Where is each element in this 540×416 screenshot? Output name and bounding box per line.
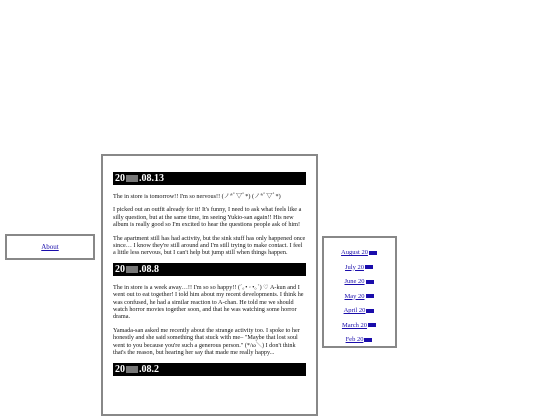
redaction-mark [364, 338, 372, 342]
redaction-mark [365, 265, 373, 269]
entry-date: 20 .08.13 [113, 172, 306, 185]
archive-sidebar [322, 236, 397, 348]
entry-paragraph: The in store is tomorrow!! I'm so nervous!! (ノ*ﾟ▽ﾟ*) (ノ*ﾟ▽ﾟ*) [113, 193, 281, 200]
about-link[interactable]: About [41, 243, 59, 251]
redaction-mark [368, 323, 376, 327]
redaction-mark [369, 251, 377, 255]
redaction-mark [366, 294, 374, 298]
entry-paragraph: The apartment still has had activity, but the sink stuff has only happened once since… I know they're still around and I'm still trying to make contact. I feel a little less nervous, but I can't help but jump still when things happen. [113, 234, 306, 257]
entry-paragraph: Yamada-san asked me recently about the strange activity too. I spoke to her honestly and she said something that stuck with me– "Maybe that lost soul went to you because you're such a generous person." (*/ω＼) I don't think that's the reason, but hearing her say that made me really happy... [113, 326, 300, 357]
archive-link-feb[interactable]: Feb 20 [324, 333, 395, 348]
entry [113, 172, 306, 257]
entry-date: 20 .08.8 [113, 263, 306, 276]
archive-link-march[interactable]: March 20 [324, 319, 395, 334]
sidebar-left [5, 234, 95, 260]
redaction-mark [126, 266, 138, 273]
entry-paragraph: The in store is a week away…!! I'm so so happy!! (´｡• ᵕ •｡`) ♡ A-kun and I went out to eat together! I told him about my recent developments. I think he was confused, he had a similar reaction to A-chan. He told me we should watch horror movies together soon, and that he was watching some horror drama. [113, 283, 304, 321]
blog-content[interactable] [101, 154, 318, 416]
archive-link-july[interactable]: July 20 [324, 261, 395, 276]
redaction-mark [126, 366, 138, 373]
redaction-mark [366, 280, 374, 284]
archive-link-august[interactable]: August 20 [324, 246, 395, 261]
entry [113, 363, 306, 376]
redaction-mark [126, 175, 138, 182]
entry-paragraph: I picked out an outfit already for it! It's funny, I need to ask what feels like a silly question, but at the same time, im seeing Yukio-san again!! His new album is really good so I'm excited to hear the questions people ask of him! [113, 206, 302, 229]
archive-link-april[interactable]: April 20 [324, 304, 395, 319]
archive-link-may[interactable]: May 20 [324, 290, 395, 305]
redaction-mark [366, 309, 374, 313]
entry [113, 263, 306, 357]
archive-link-june[interactable]: June 20 [324, 275, 395, 290]
entry-date: 20 .08.2 [113, 363, 306, 376]
